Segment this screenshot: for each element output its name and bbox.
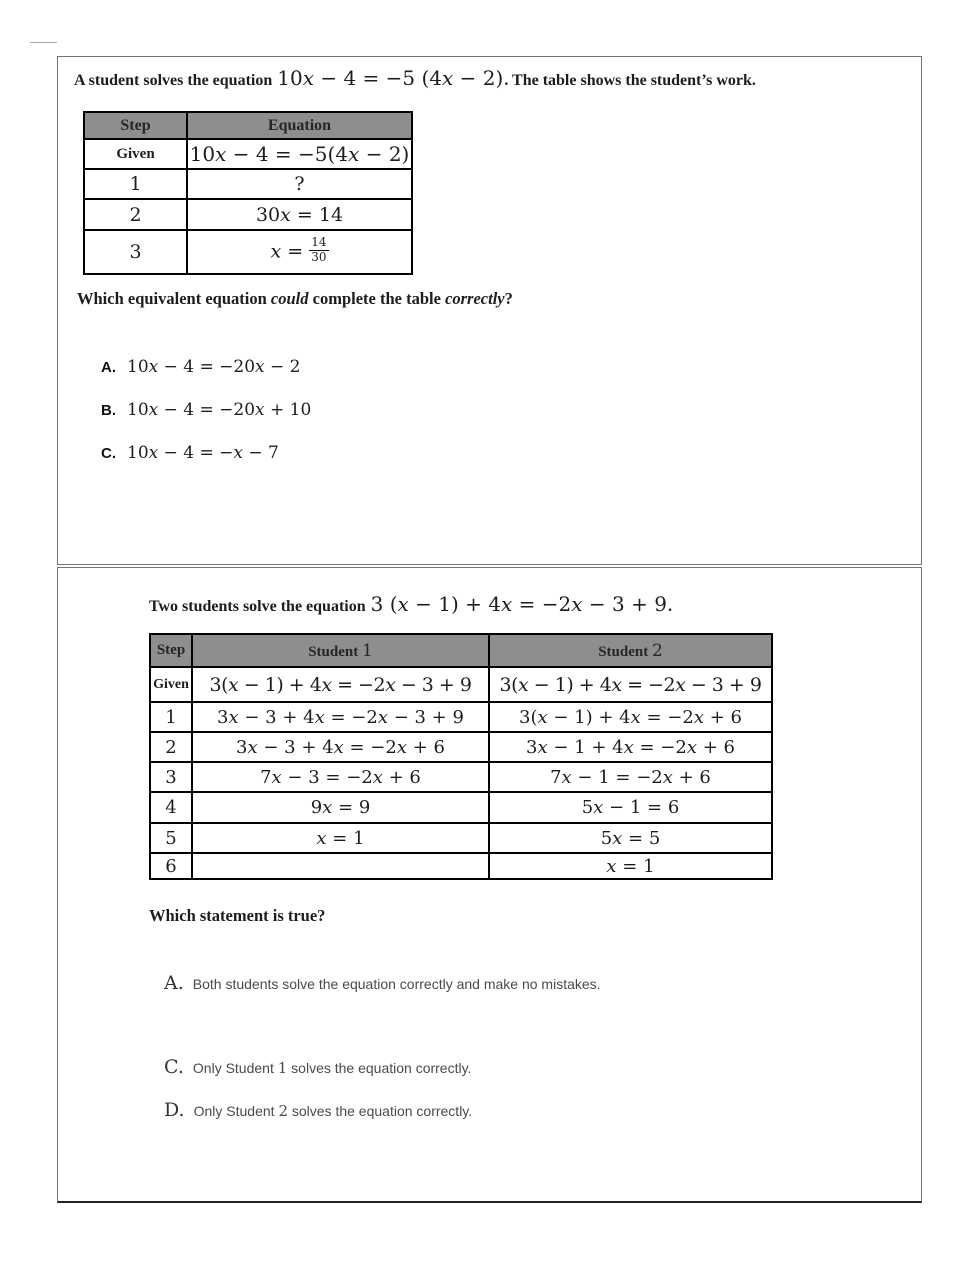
step-cell: 5 [150,823,192,853]
fraction-denominator: 30 [311,249,327,264]
student2-cell: 3(x − 1) + 4x = −2x − 3 + 9 [489,667,772,702]
step-cell: 3 [84,230,187,274]
student2-cell: 3(x − 1) + 4x = −2x + 6 [489,702,772,732]
problem2-option-a[interactable] [164,972,601,994]
intro-text-prefix: Two students solve the equation [149,598,370,615]
col-header-student2: Student 2 [489,634,772,667]
student2-cell: 7x − 1 = −2x + 6 [489,762,772,792]
student2-cell: 3x − 1 + 4x = −2x + 6 [489,732,772,762]
student-number: 1 [277,1059,288,1077]
intro-text-prefix: A student solves the equation [74,72,277,89]
table-row-1 [150,702,772,732]
student2-cell: x = 1 [489,853,772,879]
step-cell: 4 [150,792,192,823]
option-text: Both students solve the equation correctly and make no mistakes. [192,976,601,992]
table-row-2 [150,732,772,762]
option-equation: 10x − 4 = −20x + 10 [127,400,312,420]
intro-text-suffix: . [667,598,672,615]
problem2-question: Which statement is true? [149,906,326,925]
equation-cell [187,230,412,274]
col-header-student1: Student 1 [192,634,489,667]
equation-cell: 10x − 4 = −5(4x − 2) [187,139,412,169]
table-header-row [84,112,412,139]
step-cell: 2 [84,199,187,230]
student1-cell: 3(x − 1) + 4x = −2x − 3 + 9 [192,667,489,702]
student1-cell: 7x − 3 = −2x + 6 [192,762,489,792]
option-equation: 10x − 4 = −x − 7 [127,443,279,463]
fraction [309,236,328,265]
table-header-row [150,634,772,667]
equation-prefix: x = [270,240,304,262]
problem2-option-c[interactable] [164,1056,471,1078]
table-row-1 [84,169,412,199]
equation-cell: 30x = 14 [187,199,412,230]
problem1-card [57,56,922,565]
col-header-step: Step [84,112,187,139]
problem1-option-b[interactable] [101,400,311,420]
option-letter: B. [101,402,116,419]
step-cell: 2 [150,732,192,762]
problem2-intro [149,592,672,616]
problem1-question: Which equivalent equation could complete the table correctly? [77,289,513,308]
student2-cell: 5x = 5 [489,823,772,853]
problem1-intro [74,66,756,90]
table-row-6 [150,853,772,879]
option-letter: A. [101,359,116,376]
option-equation: 10x − 4 = −20x − 2 [127,357,301,377]
table-row-3 [84,230,412,274]
step-cell: 6 [150,853,192,879]
problem2-work-table [149,633,773,880]
problem1-option-a[interactable] [101,357,301,377]
problem2-option-d[interactable] [164,1099,472,1121]
problem1-work-table [83,111,413,275]
step-cell: 3 [150,762,192,792]
problem2-card [57,567,922,1203]
option-text: Only Student 1 solves the equation correctly. [192,1059,472,1077]
table-row-given [150,667,772,702]
student-number: 2 [278,1102,288,1120]
page-edge-artifact [30,42,57,43]
option-letter: A. [164,972,184,994]
table-row-given [84,139,412,169]
col-header-equation: Equation [187,112,412,139]
student1-cell [192,853,489,879]
intro-text-suffix: . The table shows the student’s work. [504,72,756,89]
student-number: 2 [651,640,663,661]
col-header-step: Step [150,634,192,667]
intro-equation: 3 (x − 1) + 4x = −2x − 3 + 9 [370,592,667,616]
student1-cell: 9x = 9 [192,792,489,823]
option-text: Only Student 2 solves the equation correctly. [193,1102,473,1120]
student1-cell: x = 1 [192,823,489,853]
step-cell: 1 [84,169,187,199]
equation-cell: ? [187,169,412,199]
table-row-3 [150,762,772,792]
step-cell: Given [84,139,187,169]
table-row-5 [150,823,772,853]
student1-cell: 3x − 3 + 4x = −2x + 6 [192,732,489,762]
problem1-option-c[interactable] [101,443,279,463]
student-number: 1 [361,640,373,661]
fraction-numerator: 14 [311,234,327,249]
student1-cell: 3x − 3 + 4x = −2x − 3 + 9 [192,702,489,732]
table-row-4 [150,792,772,823]
student2-cell: 5x − 1 = 6 [489,792,772,823]
table-row-2 [84,199,412,230]
intro-equation: 10x − 4 = −5 (4x − 2) [277,66,504,90]
option-letter: D. [164,1099,185,1121]
option-letter: C. [101,445,116,462]
step-cell: 1 [150,702,192,732]
option-letter: C. [164,1056,184,1078]
step-cell: Given [150,667,192,702]
